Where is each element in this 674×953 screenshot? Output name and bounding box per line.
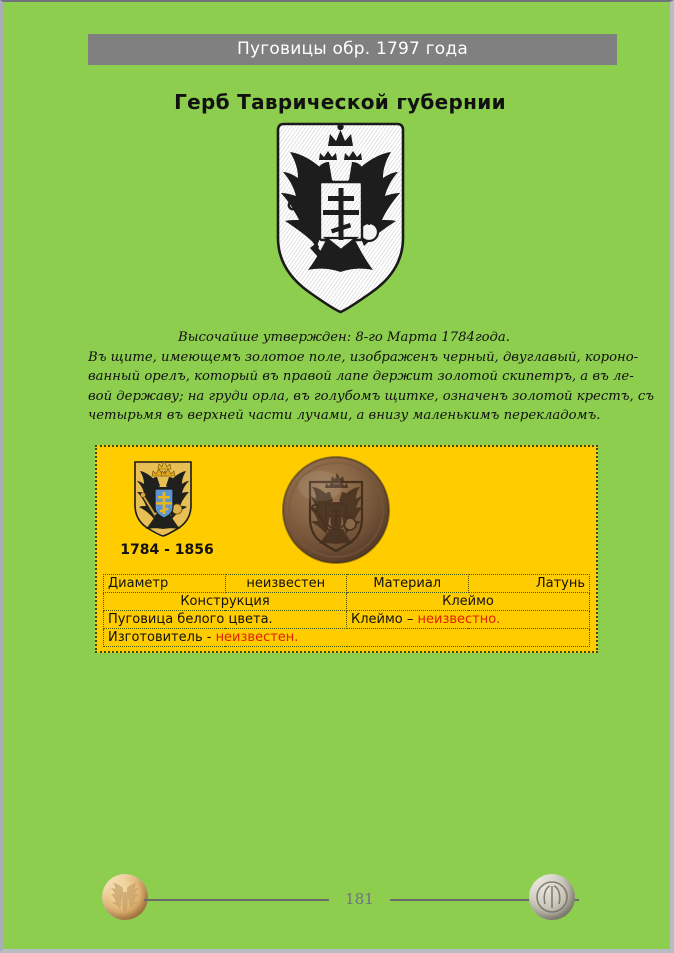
spec-header-stamp: Клеймо [347, 593, 590, 611]
brass-button-ornament-icon [102, 874, 148, 920]
blazon-line-5: четырьмя въ верхней части лучами, а внизу маленькимъ перекладомъ. [88, 407, 601, 423]
page-title: Герб Таврической губернии [174, 90, 506, 114]
page-footer [10, 870, 670, 940]
spec-value-diameter: неизвестен [225, 575, 347, 593]
button-spec-table [103, 574, 590, 647]
blazon-line-2: Въ щите, имеющемъ золотое поле, изображенъ черный, двуглавый, короно- [88, 350, 639, 366]
silver-button-motif-svg [529, 874, 575, 920]
coat-of-arms-shield-icon [133, 459, 193, 537]
spec-value-manufacturer-prefix: Изготовитель - [108, 630, 216, 645]
spec-value-material: Латунь [468, 575, 590, 593]
blazon-line-1: Высочайше утвержден: 8-го Марта 1784года. [178, 330, 510, 345]
coat-of-arms-shield-svg [133, 459, 193, 537]
table-row [104, 611, 590, 629]
spec-value-stamp-unknown: неизвестно. [417, 612, 501, 627]
page-canvas [10, 8, 670, 948]
table-row [104, 629, 590, 647]
page-number: 181 [345, 890, 374, 908]
page-header-bar: Пуговицы обр. 1797 года [88, 34, 617, 65]
spec-value-stamp [347, 611, 590, 629]
blazon-description [88, 328, 655, 425]
blazon-line-3: ванный орелъ, который въ правой лапе держит золотой скипетръ, а въ ле- [88, 369, 634, 385]
brass-button-photo-svg [282, 456, 390, 564]
spec-value-construction: Пуговица белого цвета. [104, 611, 347, 629]
spec-table-body [104, 575, 590, 647]
panel-media-row [97, 447, 596, 571]
brass-button-motif-svg [102, 874, 148, 920]
date-range-label: 1784 - 1856 [120, 542, 214, 558]
spec-value-manufacturer [104, 629, 590, 647]
spec-header-construction: Конструкция [104, 593, 347, 611]
spec-label-diameter: Диаметр [104, 575, 226, 593]
table-row [104, 575, 590, 593]
footer-rule-left [144, 899, 329, 901]
spec-label-material: Материал [347, 575, 469, 593]
spec-value-stamp-prefix: Клеймо – [351, 612, 418, 627]
coat-of-arms-engraving-svg [274, 120, 407, 316]
table-row [104, 593, 590, 611]
brass-button-photo [282, 456, 390, 564]
coat-of-arms-engraving [274, 120, 407, 316]
button-info-panel [95, 445, 598, 653]
blazon-line-4: вой державу; на груди орла, въ голубомъ щитке, означенъ золотой крестъ, съ [88, 388, 655, 404]
spec-value-manufacturer-unknown: неизвестен. [215, 630, 299, 645]
silver-button-ornament-icon [529, 874, 575, 920]
